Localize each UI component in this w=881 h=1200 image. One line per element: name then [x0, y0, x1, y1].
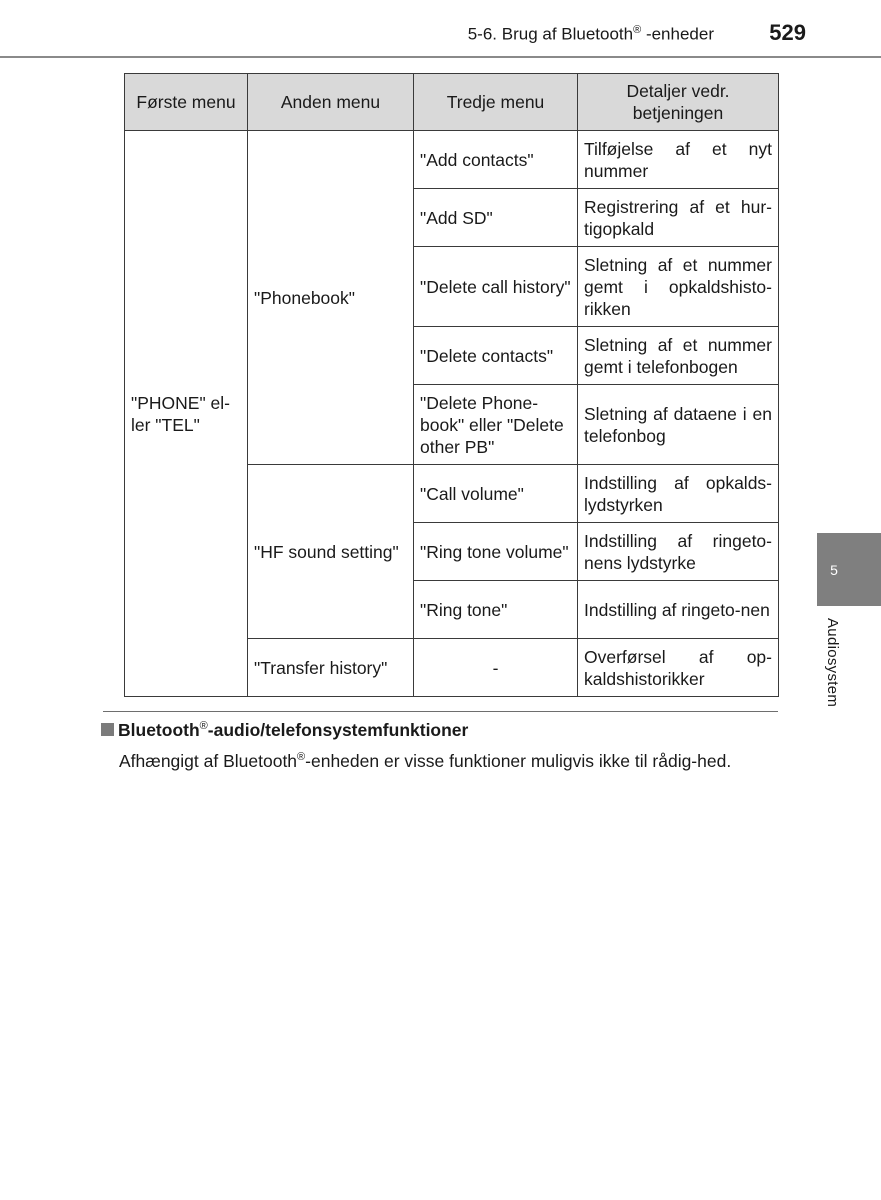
detail-cell: Registrering af et hur-tigopkald	[578, 189, 779, 247]
second-menu-cell: "Phonebook"	[248, 131, 414, 465]
third-menu-cell: "Delete Phone-book" eller "Delete other PB"	[414, 385, 578, 465]
column-header: Tredje menu	[414, 74, 578, 131]
third-menu-cell: "Delete contacts"	[414, 327, 578, 385]
third-menu-cell: -	[414, 639, 578, 697]
body-text: Afhængigt af Bluetooth	[119, 750, 298, 771]
third-menu-cell: "Delete call history"	[414, 247, 578, 327]
section-body	[119, 746, 771, 772]
section-title	[468, 24, 714, 45]
detail-cell: Overførsel af op-kaldshistorikker	[578, 639, 779, 697]
detail-cell: Tilføjelse af et nyt nummer	[578, 131, 779, 189]
section-title-suffix: -enheder	[641, 24, 714, 44]
detail-cell: Indstilling af opkalds-lydstyrken	[578, 465, 779, 523]
table-row	[125, 131, 779, 189]
third-menu-cell: "Ring tone"	[414, 581, 578, 639]
column-header: Detaljer vedr. betjeningen	[578, 74, 779, 131]
section-heading-text: Bluetooth	[118, 720, 200, 740]
detail-cell: Indstilling af ringeto-nens lydstyrke	[578, 523, 779, 581]
third-menu-cell: "Add SD"	[414, 189, 578, 247]
detail-cell: Sletning af et nummer gemt i telefonbogen	[578, 327, 779, 385]
detail-cell: Indstilling af ringeto-nen	[578, 581, 779, 639]
section-divider	[103, 711, 778, 712]
first-menu-cell: "PHONE" el-ler "TEL"	[125, 131, 248, 697]
chapter-label: Audiosystem	[824, 618, 841, 708]
column-header: Anden menu	[248, 74, 414, 131]
second-menu-cell: "Transfer history"	[248, 639, 414, 697]
second-menu-cell: "HF sound setting"	[248, 465, 414, 639]
table-header-row	[125, 74, 779, 131]
detail-cell: Sletning af et nummer gemt i opkaldshisto-rikken	[578, 247, 779, 327]
third-menu-cell: "Add contacts"	[414, 131, 578, 189]
page-number: 529	[769, 20, 806, 45]
column-header: Første menu	[125, 74, 248, 131]
third-menu-cell: "Ring tone volume"	[414, 523, 578, 581]
body-text-suffix: -enheden er visse funktioner muligvis ikke til rådig-hed.	[305, 750, 732, 771]
registered-mark: ®	[199, 720, 208, 733]
chapter-number: 5	[830, 561, 838, 578]
menu-table	[124, 73, 779, 697]
section-title-text: 5-6. Brug af Bluetooth	[467, 24, 634, 44]
chapter-tab	[817, 533, 881, 606]
square-bullet-icon	[101, 723, 114, 736]
detail-cell: Sletning af dataene i en telefonbog	[578, 385, 779, 465]
section-heading	[101, 720, 468, 741]
registered-mark: ®	[297, 751, 306, 763]
registered-mark: ®	[633, 24, 642, 36]
header-divider	[0, 56, 881, 58]
section-heading-suffix: -audio/telefonsystemfunktioner	[207, 720, 469, 740]
third-menu-cell: "Call volume"	[414, 465, 578, 523]
